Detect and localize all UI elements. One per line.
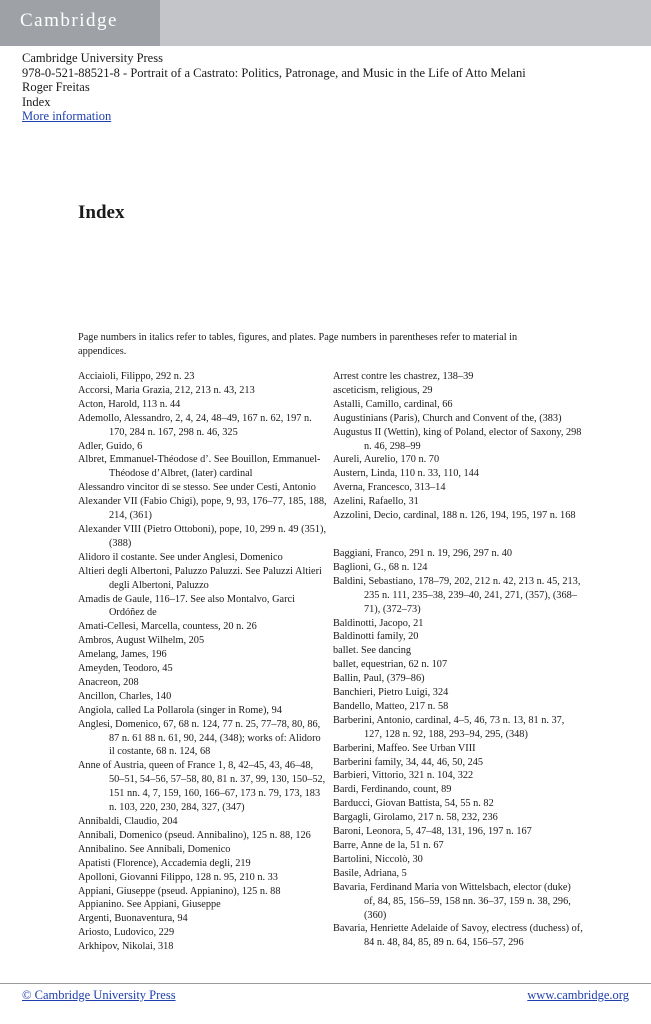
copyright-link[interactable]: © Cambridge University Press <box>22 988 176 1002</box>
index-entry: Annibalino. See Annibali, Domenico <box>78 843 231 855</box>
book-header <box>22 51 632 124</box>
index-entry: Barberini, Maffeo. See Urban VIII <box>333 742 476 754</box>
index-entry: Appiani, Giuseppe (pseud. Appianino), 125 n. 88 <box>78 885 281 897</box>
index-entry: Bargagli, Girolamo, 217 n. 58, 232, 236 <box>333 812 498 824</box>
index-entry: Barberini family, 34, 44, 46, 50, 245 <box>333 756 484 768</box>
index-entry: Barberini, Antonio, cardinal, 4–5, 46, 73 n. 13, 81 n. 37, 127, 128 n. 92, 188, 293–94, 295, (348) <box>333 714 565 740</box>
index-entry: Astalli, Camillo, cardinal, 66 <box>333 398 453 410</box>
cambridge-logo-text: Cambridge <box>20 10 118 31</box>
index-entry: Barbieri, Vittorio, 321 n. 104, 322 <box>333 770 474 782</box>
index-entry: Anglesi, Domenico, 67, 68 n. 124, 77 n. 25, 77–78, 80, 86, 87 n. 61 88 n. 61, 90, 244, (348); works of: Alidoro il costante, 68 n. 124, 68 <box>78 718 321 758</box>
index-entry: Baldinotti family, 20 <box>333 631 419 643</box>
index-entry: Argenti, Buonaventura, 94 <box>78 913 188 925</box>
index-entry: Acciaioli, Filippo, 292 n. 23 <box>78 371 195 382</box>
index-entry: Acton, Harold, 113 n. 44 <box>78 398 181 410</box>
index-column-right <box>333 370 583 950</box>
index-entry: Baldini, Sebastiano, 178–79, 202, 212 n. 42, 213 n. 45, 213, 235 n. 111, 235–38, 239–40, 241, 271, (357), (368–71), (372–73) <box>333 575 581 615</box>
index-entry: Anne of Austria, queen of France 1, 8, 42–45, 43, 46–48, 50–51, 54–56, 57–58, 80, 81 n. 37, 99, 130, 150–52, 151 nn. 4, 7, 159, 160, 166–67, 173 n. 79, 173, 183 n. 103, 220, 230, 284, 327, (347) <box>78 760 326 814</box>
index-entry: Barre, Anne de la, 51 n. 67 <box>333 840 444 851</box>
index-entry: Aureli, Aurelio, 170 n. 70 <box>333 454 440 466</box>
index-entry: Amadis de Gaule, 116–17. See also Montalvo, Garci Ordóñez de <box>78 593 295 619</box>
index-entry: Apatisti (Florence), Accademia degli, 219 <box>78 857 251 869</box>
index-entry: Baglioni, G., 68 n. 124 <box>333 561 428 573</box>
index-entry: Apolloni, Giovanni Filippo, 128 n. 95, 210 n. 33 <box>78 871 278 883</box>
index-entry: Alexander VII (Fabio Chigi), pope, 9, 93, 176–77, 185, 188, 214, (361) <box>78 496 327 522</box>
index-entry: Amati-Cellesi, Marcella, countess, 20 n. 26 <box>78 621 257 633</box>
index-entry: Arrest contre les chastrez, 138–39 <box>333 371 474 382</box>
index-column-left <box>78 370 328 954</box>
index-entry: asceticism, religious, 29 <box>333 384 433 396</box>
index-entry: Ballin, Paul, (379–86) <box>333 673 425 685</box>
index-entry: Augustus II (Wettin), king of Poland, elector of Saxony, 298 n. 46, 298–99 <box>333 426 582 452</box>
index-entry: Adler, Guido, 6 <box>78 440 143 452</box>
index-entry: Anacreon, 208 <box>78 676 139 688</box>
index-entry: Alidoro il costante. See under Anglesi, Domenico <box>78 551 283 563</box>
index-entry: Bardi, Ferdinando, count, 89 <box>333 784 452 796</box>
index-entry: Ambros, August Wilhelm, 205 <box>78 635 205 647</box>
index-entry: Annibali, Domenico (pseud. Annibalino), 125 n. 88, 126 <box>78 829 311 841</box>
index-entry: Basile, Adriana, 5 <box>333 867 407 879</box>
cambridge-banner <box>0 0 651 46</box>
index-entry: Ancillon, Charles, 140 <box>78 690 172 702</box>
index-entry: Ademollo, Alessandro, 2, 4, 24, 48–49, 167 n. 62, 197 n. 170, 284 n. 167, 298 n. 46, 325 <box>78 412 312 438</box>
more-information-link[interactable]: More information <box>22 109 112 124</box>
section-line: Index <box>22 94 51 109</box>
page-title: Index <box>78 202 125 223</box>
website-link[interactable]: www.cambridge.org <box>527 988 629 1002</box>
book-title-line: 978-0-521-88521-8 - Portrait of a Castrato: Politics, Patronage, and Music in the Life of Atto Melani <box>22 65 526 80</box>
index-entry: Banchieri, Pietro Luigi, 324 <box>333 687 449 699</box>
index-entry: Baggiani, Franco, 291 n. 19, 296, 297 n. 40 <box>333 547 513 559</box>
index-entry: ballet. See dancing <box>333 645 412 657</box>
index-entry: Baroni, Leonora, 5, 47–48, 131, 196, 197 n. 167 <box>333 826 532 838</box>
footer-divider <box>0 983 651 984</box>
index-entry: Baldinotti, Jacopo, 21 <box>333 617 424 629</box>
index-entry: Austern, Linda, 110 n. 33, 110, 144 <box>333 468 479 480</box>
index-entry: Altieri degli Albertoni, Paluzzo Paluzzi. See Paluzzi Altieri degli Albertoni, Paluzzo <box>78 565 322 591</box>
index-entry: Bandello, Matteo, 217 n. 58 <box>333 700 449 712</box>
index-entry: Angiola, called La Pollarola (singer in Rome), 94 <box>78 704 282 716</box>
index-entry: Bartolini, Niccolò, 30 <box>333 853 423 865</box>
index-entry: Bavaria, Henriette Adelaide of Savoy, electress (duchess) of, 84 n. 48, 84, 85, 89 n. 64, 156–57, 296 <box>333 923 583 949</box>
author-line: Roger Freitas <box>22 80 90 95</box>
index-entry: Augustinians (Paris), Church and Convent of the, (383) <box>333 412 562 424</box>
index-entry: Azelini, Rafaello, 31 <box>333 496 419 508</box>
index-entry: Accorsi, Maria Grazia, 212, 213 n. 43, 213 <box>78 384 255 396</box>
index-entry: ballet, equestrian, 62 n. 107 <box>333 659 448 671</box>
index-entry: Alessandro vincitor di se stesso. See under Cesti, Antonio <box>78 482 316 494</box>
index-entry: Appianino. See Appiani, Giuseppe <box>78 899 221 911</box>
index-entry: Barducci, Giovan Battista, 54, 55 n. 82 <box>333 798 494 810</box>
index-entry: Averna, Francesco, 313–14 <box>333 482 446 494</box>
index-entry: Ameyden, Teodoro, 45 <box>78 663 173 675</box>
index-group-b <box>333 547 583 950</box>
index-entry: Annibaldi, Claudio, 204 <box>78 816 178 827</box>
cambridge-logo <box>0 0 160 46</box>
index-entry: Bavaria, Ferdinand Maria von Wittelsbach, elector (duke) of, 84, 85, 156–59, 158 nn. 36–37, 159 n. 38, 296, (360) <box>333 881 571 921</box>
index-entry: Alexander VIII (Pietro Ottoboni), pope, 10, 299 n. 49 (351), (388) <box>78 523 327 549</box>
group-separator <box>333 523 583 547</box>
index-group-a <box>333 370 583 523</box>
index-entry: Albret, Emmanuel-Théodose d’. See Bouillon, Emmanuel-Théodose d’Albret, (later) cardinal <box>78 454 321 480</box>
index-entry: Arkhipov, Nikolai, 318 <box>78 941 174 953</box>
index-entry: Amelang, James, 196 <box>78 649 167 661</box>
index-entry: Ariosto, Ludovico, 229 <box>78 927 175 939</box>
index-entry: Azzolini, Decio, cardinal, 188 n. 126, 194, 195, 197 n. 168 <box>333 510 576 522</box>
publisher-line: Cambridge University Press <box>22 51 163 65</box>
index-intro-note: Page numbers in italics refer to tables, figures, and plates. Page numbers in parentheses refer to material in appendices. <box>78 332 518 357</box>
